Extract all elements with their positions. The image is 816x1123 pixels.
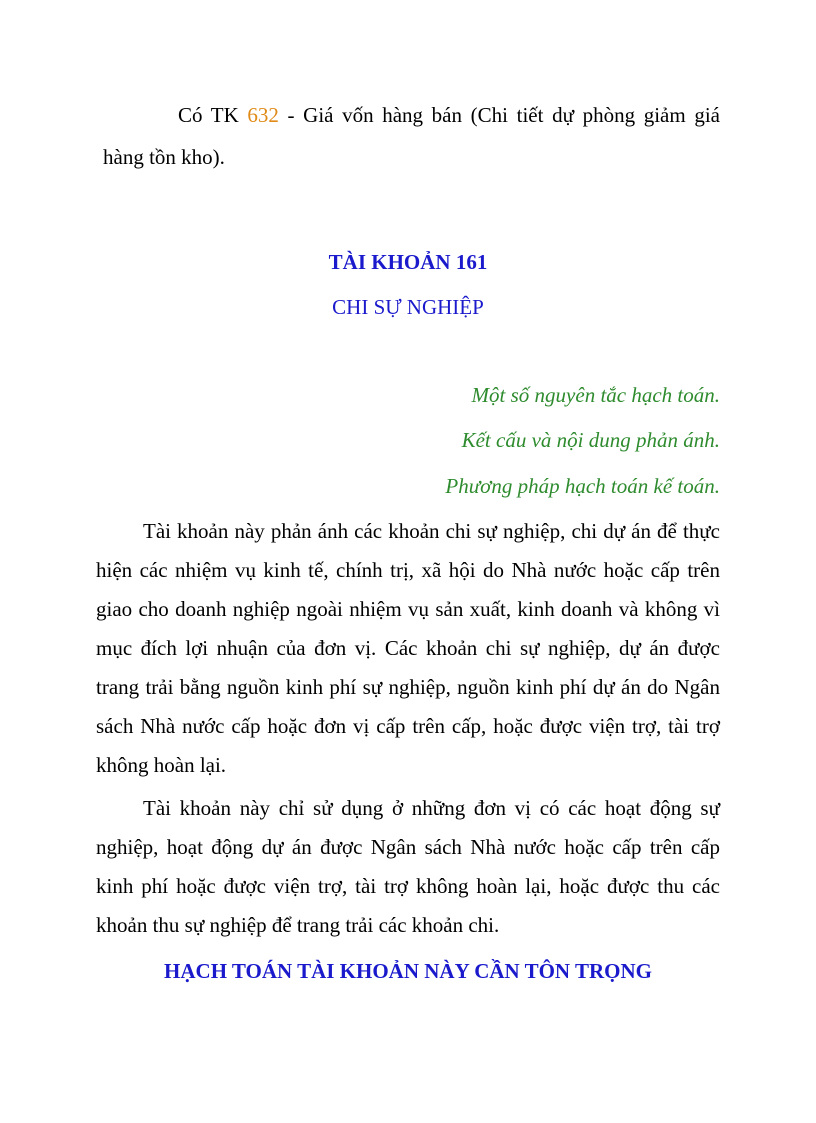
body-paragraph: Tài khoản này phản ánh các khoản chi sự nghiệp, chi dự án để thực hiện các nhiệm vụ kinh tế, chính trị, xã hội do Nhà nước hoặc cấp trên giao cho doanh nghiệp ngoài nhiệm vụ sản xuất, kinh doanh và không vì mục đích lợi nhuận của đơn vị. Các khoản chi sự nghiệp, dự án được trang trải bằng nguồn kinh phí sự nghiệp, nguồn kinh phí dự án do Ngân sách Nhà nước cấp hoặc đơn vị cấp trên cấp, hoặc được viện trợ, tài trợ không hoàn lại. (96, 519, 720, 777)
section-subtitle: CHI SỰ NGHIỆP (332, 295, 484, 319)
toc-link-principles[interactable]: Một số nguyên tắc hạch toán. (471, 383, 720, 407)
subsection-heading: HẠCH TOÁN TÀI KHOẢN NÀY CẦN TÔN TRỌNG (164, 959, 652, 983)
intro-line-1 (178, 102, 720, 128)
toc-link-structure[interactable]: Kết cấu và nội dung phản ánh. (461, 428, 720, 452)
intro-line-2: hàng tồn kho). (103, 145, 225, 169)
intro-suffix: - Giá vốn hàng bán (Chi tiết dự phòng giảm giá (278, 103, 720, 127)
intro-prefix: Có TK (178, 103, 248, 127)
toc-link-methods[interactable]: Phương pháp hạch toán kế toán. (445, 474, 720, 498)
body-paragraph: Tài khoản này chỉ sử dụng ở những đơn vị có các hoạt động sự nghiệp, hoạt động dự án được Ngân sách Nhà nước hoặc cấp trên cấp kinh phí hoặc được viện trợ, tài trợ không hoàn lại, hoặc được thu các khoản thu sự nghiệp để trang trải các khoản chi. (96, 796, 720, 937)
section-title: TÀI KHOẢN 161 (328, 250, 488, 274)
account-632-link[interactable]: 632 (247, 103, 279, 127)
